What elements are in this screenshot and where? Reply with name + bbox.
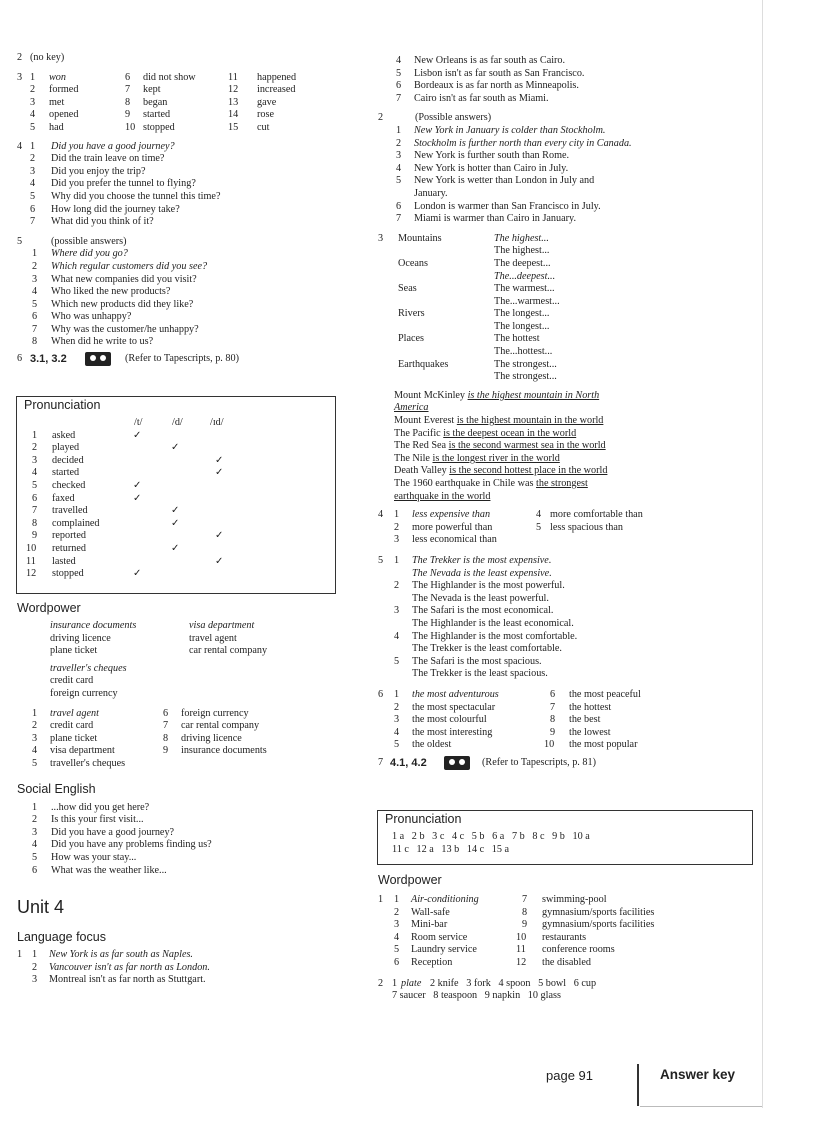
list-item: 1 travel agent 6 foreign currency [32, 707, 249, 719]
table-row: 4 started ✓ [32, 467, 224, 479]
wordpower-rooms-list [378, 894, 763, 970]
table-row: The...deepest... [494, 270, 556, 282]
wordpower-title-right: Wordpower [378, 873, 442, 887]
table-row: 11 lasted ✓ [26, 555, 224, 567]
table-row: The longest... [494, 320, 550, 332]
list-item: 1 Where did you go? [32, 248, 128, 260]
list-item: 1 ...how did you get here? [32, 801, 150, 813]
footer-divider [637, 1064, 639, 1106]
list-item: 3 New York is further south than Rome. [396, 150, 570, 162]
list-item: 5 New York is wetter than London in July and [396, 175, 595, 187]
list-item: 5 1 The Trekker is the most expensive. [378, 554, 552, 566]
list-item: The Highlander is the least economical. [412, 617, 574, 629]
table-row: 9 reported ✓ [32, 530, 224, 542]
table-row: The highest... [494, 245, 550, 257]
ex6-list [378, 689, 763, 752]
list-item: 4 1 Did you have a good journey? [17, 140, 175, 152]
list-item: 4 New Orleans is as far south as Cairo. [396, 55, 566, 66]
list-item: 6 What was the weather like... [32, 864, 167, 876]
ex2-list [378, 125, 763, 226]
wordpower-2-line2: 7 saucer 8 teaspoon 9 napkin 10 glass [392, 990, 561, 1002]
list-item: 5 Why did you choose the tunnel this time? [30, 190, 221, 202]
list-item: 4 The Highlander is the most comfortable. [394, 630, 578, 642]
list-item: 6 Reception 12 the disabled [394, 956, 591, 968]
list-item: insurance documents visa department [50, 620, 255, 631]
ex2-intro: 2 (Possible answers) [378, 112, 492, 124]
list-item: 2 more powerful than 5 less spacious than [394, 521, 623, 533]
paragraph-line: The Nile is the longest river in the world [394, 452, 560, 464]
list-item: 4 Room service 10 restaurants [394, 931, 587, 943]
list-item: 3 Did you enjoy the trip? [30, 165, 146, 177]
lf-continued-list [378, 55, 763, 105]
table-row: Earthquakes The strongest... [398, 358, 557, 370]
ex7-line: 7 4.1, 4.2 (Refer to Tapescripts, p. 81) [378, 756, 596, 769]
paragraph-line: earthquake in the world [394, 490, 491, 502]
list-item: 5 Which new products did they like? [32, 298, 194, 310]
list-item: 7 What did you think of it? [30, 216, 154, 228]
list-item: 3 Montreal isn't as far north as Stuttgart. [32, 974, 206, 986]
paragraph-line: Mount Everest is the highest mountain in the world [394, 415, 604, 427]
table-row: 5 checked ✓ [32, 479, 142, 491]
paragraph-line: The Red Sea is the second warmest sea in the world [394, 440, 606, 452]
list-item: The Nevada is the least expensive. [412, 567, 552, 579]
list-item: 7 Miami is warmer than Cairo in January. [396, 213, 577, 225]
list-item: The Nevada is the least powerful. [412, 592, 549, 604]
ex2-line: 2 (no key) [17, 52, 65, 63]
list-item: 5 Laundry service 11 conference rooms [394, 944, 615, 956]
wordpower-groups [17, 620, 347, 701]
list-item: 2 The Highlander is the most powerful. [394, 580, 565, 592]
list-item: 5 The Safari is the most spacious. [394, 655, 542, 667]
list-item: 5 the oldest 10 the most popular [394, 739, 638, 751]
table-row: 3 met 8 began 13 gave [30, 96, 277, 108]
paragraph-line: Death Valley is the second hottest place in the world [394, 465, 608, 477]
list-item: driving licence travel agent [50, 632, 237, 644]
table-row: 8 complained ✓ [32, 517, 180, 529]
list-item: 3 the most colourful 8 the best [394, 714, 601, 726]
list-item: 4 Who liked the new products? [32, 286, 171, 298]
list-item: traveller's cheques [50, 662, 127, 674]
ex3-table [17, 72, 347, 135]
page-edge-bottom [640, 1106, 762, 1107]
table-row: The strongest... [494, 371, 557, 383]
list-item: 4 the most interesting 9 the lowest [394, 726, 611, 738]
ex5-intro: 5 (possible answers) [17, 235, 127, 247]
list-item: 4 Did you have any problems finding us? [32, 839, 212, 851]
list-item: 7 Cairo isn't as far south as Miami. [396, 92, 549, 104]
table-row: 5 had 10 stopped 15 cut [30, 121, 270, 133]
ex5-list [17, 248, 347, 349]
pronunciation-table [17, 417, 335, 581]
right-column [378, 55, 763, 772]
language-focus-title: Language focus [17, 930, 106, 945]
list-item: 2 Stockholm is further north than every city in Canada. [396, 137, 632, 149]
wordpower-title: Wordpower [17, 601, 81, 615]
wordpower-list [17, 708, 347, 771]
list-item: 3 plane ticket 8 driving licence [32, 732, 242, 744]
table-row: 4 opened 9 started 14 rose [30, 109, 274, 121]
list-item: 5 traveller's cheques [32, 757, 126, 769]
list-item: 2 Is this your first visit... [32, 814, 144, 826]
table-row: 2 formed 7 kept 12 increased [30, 84, 296, 96]
table-row: Oceans The deepest... [398, 257, 551, 269]
ex5-list [378, 555, 763, 681]
left-column-lower [17, 602, 347, 987]
unit-title: Unit 4 [17, 897, 65, 918]
table-row: 7 travelled ✓ [32, 505, 180, 517]
list-item: 5 Lisbon isn't as far south as San Francisco. [396, 67, 585, 79]
list-item: 4 1 less expensive than 4 more comfortable than [378, 509, 643, 521]
page-number: page 91 [546, 1068, 593, 1083]
list-item: 6 London is warmer than San Francisco in July. [396, 200, 601, 212]
right-column-lower [378, 874, 763, 1003]
list-item: 3 What new companies did you visit? [32, 273, 197, 285]
list-item: 6 Bordeaux is as far north as Minneapolis. [396, 80, 579, 92]
list-item: January. [414, 187, 448, 199]
table-row: 3 Mountains The highest... [378, 232, 549, 244]
table-row: Places The hottest [398, 333, 540, 345]
page-edge [762, 0, 763, 1108]
ex4-list [17, 141, 347, 229]
pronunciation-title: Pronunciation [385, 812, 462, 826]
paragraph-line: America [394, 402, 429, 414]
list-item: 7 Why was the customer/he unhappy? [32, 323, 199, 335]
list-item: 3 The Safari is the most economical. [394, 605, 554, 617]
pronunciation-answers-2: 11 c 12 a 13 b 14 c 15 a [392, 844, 510, 855]
superlatives-paragraph [378, 390, 763, 503]
list-item: 4 New York is hotter than Cairo in July. [396, 162, 569, 174]
pronunciation-header: /t/ /d/ /ɪd/ [134, 417, 224, 428]
table-row: The...warmest... [494, 295, 560, 307]
wordpower-2-line1: 2 1 plate 2 knife 3 fork 4 spoon 5 bowl 6 cup [378, 977, 597, 989]
list-item: credit card [50, 675, 94, 687]
list-item: 4 Did you prefer the tunnel to flying? [30, 178, 196, 190]
table-row: 10 returned ✓ [26, 542, 180, 554]
list-item: 2 Which regular customers did you see? [32, 260, 208, 272]
list-item: 8 When did he write to us? [32, 336, 154, 348]
ex6-line: 6 3.1, 3.2 (Refer to Tapescripts, p. 80) [17, 353, 239, 366]
social-english-list [17, 802, 347, 878]
paragraph-line: The Pacific is the deepest ocean in the world [394, 427, 577, 439]
ex3-table [378, 233, 763, 384]
list-item: The Trekker is the least comfortable. [412, 643, 562, 655]
list-item: 2 Wall-safe 8 gymnasium/sports facilities [394, 906, 655, 918]
pronunciation-box-left [16, 396, 336, 594]
table-row: Seas The warmest... [398, 283, 555, 295]
language-focus-list [17, 949, 347, 987]
table-row: 3 decided ✓ [32, 454, 224, 466]
table-row: 12 stopped ✓ [26, 568, 142, 580]
table-row: 2 played ✓ [32, 442, 180, 454]
list-item: 2 Did the train leave on time? [30, 153, 165, 165]
list-item: 6 How long did the journey take? [30, 203, 180, 215]
list-item: plane ticket car rental company [50, 645, 268, 657]
list-item: 2 Vancouver isn't as far north as London. [32, 961, 210, 973]
list-item: 3 Did you have a good journey? [32, 826, 175, 838]
list-item: 4 visa department 9 insurance documents [32, 745, 267, 757]
pronunciation-box-right [377, 810, 753, 865]
list-item: 5 How was your stay... [32, 851, 137, 863]
footer-title: Answer key [660, 1067, 736, 1082]
table-row: Rivers The longest... [398, 308, 550, 320]
list-item: 2 the most spectacular 7 the hottest [394, 701, 612, 713]
list-item: 1 1 Air-conditioning 7 swimming-pool [378, 894, 607, 905]
paragraph-line: Mount McKinley is the highest mountain in North [394, 389, 600, 401]
table-row: The...hottest... [494, 346, 553, 358]
list-item: foreign currency [50, 687, 118, 699]
list-item: 6 Who was unhappy? [32, 311, 132, 323]
ex4-list [378, 509, 763, 547]
pronunciation-title: Pronunciation [24, 398, 101, 412]
paragraph-line: The 1960 earthquake in Chile was the strongest [394, 478, 588, 489]
table-row: 6 faxed ✓ [32, 492, 142, 504]
table-row: 3 1 won 6 did not show 11 happened [17, 71, 297, 83]
pronunciation-answers-1: 1 a 2 b 3 c 4 c 5 b 6 a 7 b 8 c 9 b 10 a [392, 831, 590, 842]
list-item: 3 less economical than [394, 534, 497, 546]
list-item: The Trekker is the least spacious. [412, 668, 548, 680]
list-item: 1 1 New York is as far south as Naples. [17, 949, 193, 961]
table-row: 1 asked ✓ [32, 429, 142, 441]
list-item: 1 New York in January is colder than Stockholm. [396, 124, 606, 136]
list-item: 3 Mini-bar 9 gymnasium/sports facilities [394, 919, 655, 931]
left-column [17, 52, 347, 368]
list-item: 6 1 the most adventurous 6 the most peaceful [378, 688, 641, 700]
social-english-title: Social English [17, 781, 96, 796]
list-item: 2 credit card 7 car rental company [32, 720, 260, 732]
